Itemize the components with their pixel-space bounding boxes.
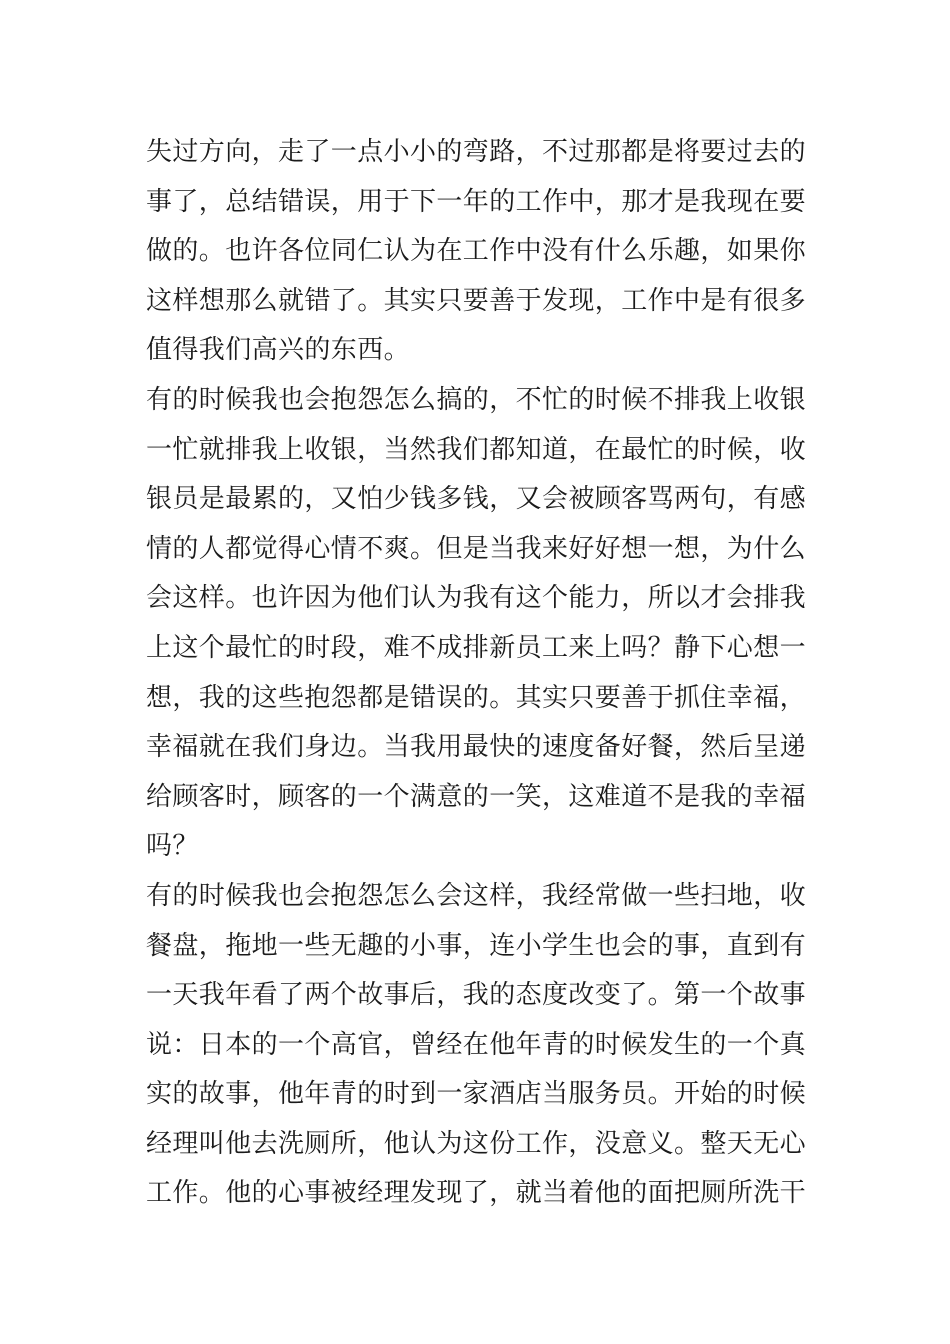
text-line: 上这个最忙的时段，难不成排新员工来上吗？静下心想一	[146, 632, 807, 663]
text-line: 会这样。也许因为他们认为我有这个能力，所以才会排我	[146, 583, 807, 614]
text-line: 做的。也许各位同仁认为在工作中没有什么乐趣，如果你	[146, 236, 807, 267]
text-line: 一天我年看了两个故事后，我的态度改变了。第一个故事	[146, 980, 807, 1011]
text-line: 给顾客时，顾客的一个满意的一笑，这难道不是我的幸福	[146, 781, 807, 812]
text-line: 经理叫他去洗厕所，他认为这份工作，没意义。整天无心	[146, 1128, 807, 1159]
text-line: 吗？	[146, 831, 199, 862]
text-line: 事了，总结错误，用于下一年的工作中，那才是我现在要	[146, 186, 807, 217]
text-line: 这样想那么就错了。其实只要善于发现，工作中是有很多	[146, 285, 807, 316]
text-line: 工作。他的心事被经理发现了，就当着他的面把厕所洗干	[146, 1178, 807, 1209]
text-line: 一忙就排我上收银，当然我们都知道，在最忙的时候，收	[146, 434, 807, 465]
text-line: 情的人都觉得心情不爽。但是当我来好好想一想，为什么	[146, 533, 807, 564]
text-line: 有的时候我也会抱怨怎么会这样，我经常做一些扫地，收	[146, 880, 807, 911]
text-line: 值得我们高兴的东西。	[146, 335, 411, 366]
text-line: 银员是最累的，又怕少钱多钱，又会被顾客骂两句，有感	[146, 484, 807, 515]
text-line: 说：日本的一个高官，曾经在他年青的时候发生的一个真	[146, 1029, 807, 1060]
text-line: 实的故事，他年青的时到一家酒店当服务员。开始的时候	[146, 1079, 807, 1110]
text-line: 有的时候我也会抱怨怎么搞的，不忙的时候不排我上收银	[146, 384, 807, 415]
text-line: 想，我的这些抱怨都是错误的。其实只要善于抓住幸福，	[146, 682, 807, 713]
text-line: 失过方向，走了一点小小的弯路，不过那都是将要过去的	[146, 137, 807, 167]
text-line: 餐盘，拖地一些无趣的小事，连小学生也会的事，直到有	[146, 930, 807, 961]
body-text	[146, 128, 808, 1219]
text-line: 幸福就在我们身边。当我用最快的速度备好餐，然后呈递	[146, 732, 807, 763]
